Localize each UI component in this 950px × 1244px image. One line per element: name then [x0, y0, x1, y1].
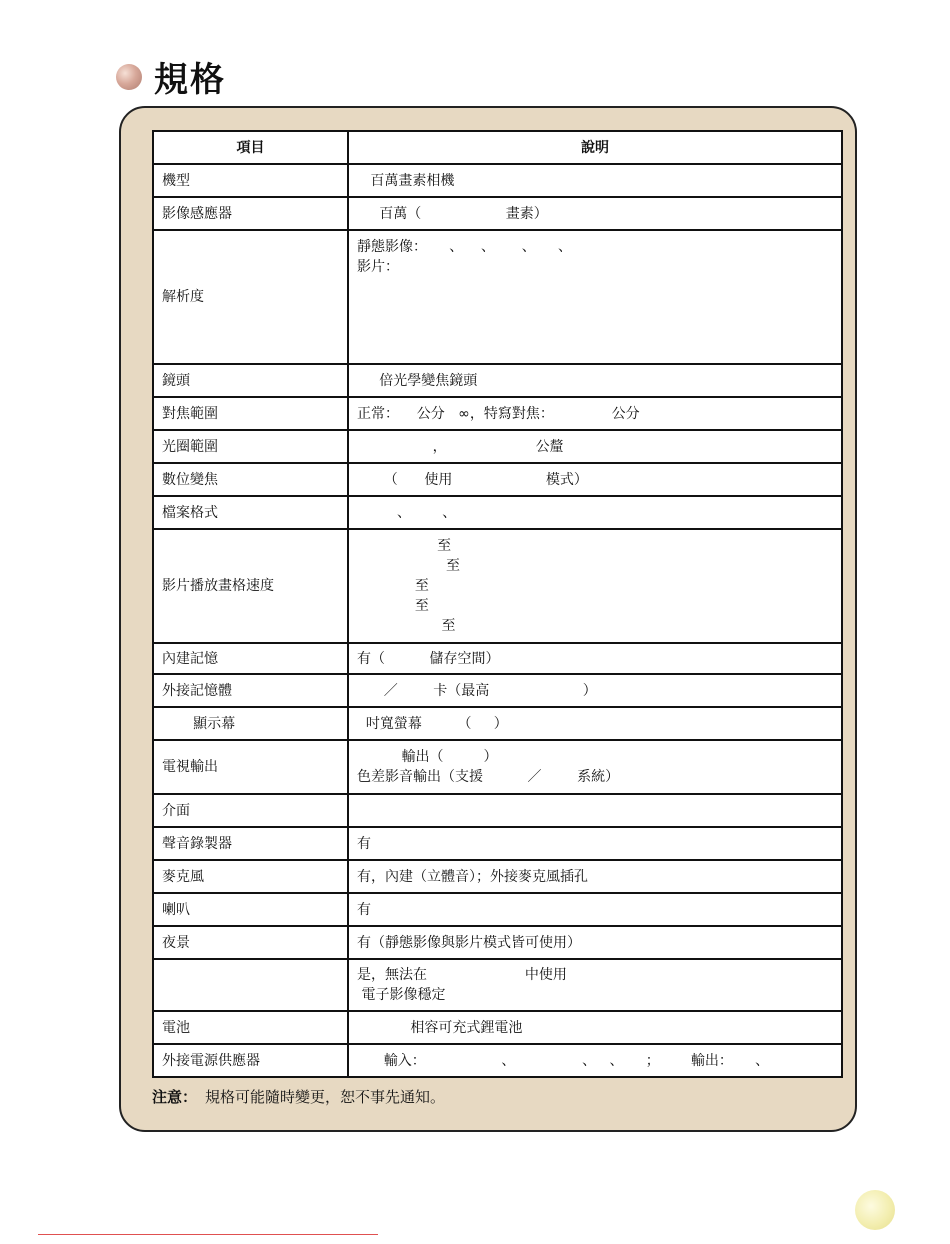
table-row [153, 1011, 842, 1044]
row-desc: 有 [348, 827, 842, 860]
row-desc: 正常： 公分 ∞，特寫對焦： 公分 [348, 397, 842, 430]
table-row [153, 1044, 842, 1077]
row-label: 鏡頭 [153, 364, 348, 397]
row-label: 對焦範圍 [153, 397, 348, 430]
table-row [153, 893, 842, 926]
row-label: 解析度 [153, 230, 348, 364]
row-label: 數位變焦 [153, 463, 348, 496]
row-desc: 有（ 儲存空間） [348, 643, 842, 674]
spec-table [152, 130, 843, 1078]
row-desc: 吋寬螢幕 （ ） [348, 707, 842, 740]
table-row [153, 164, 842, 197]
row-label: 電視輸出 [153, 740, 348, 794]
row-label: 外接記憶體 [153, 674, 348, 707]
table-row [153, 860, 842, 893]
circle-bullet-icon [116, 64, 142, 90]
table-row [153, 430, 842, 463]
row-label: 夜景 [153, 926, 348, 959]
row-desc: （ 使用 模式） [348, 463, 842, 496]
header-item: 項目 [153, 131, 348, 164]
row-label: 顯示幕 [153, 707, 348, 740]
row-desc: 相容可充式鋰電池 [348, 1011, 842, 1044]
row-label: 光圈範圍 [153, 430, 348, 463]
table-row [153, 364, 842, 397]
row-label: 介面 [153, 794, 348, 827]
row-label: 麥克風 [153, 860, 348, 893]
page-title-wrap [116, 52, 226, 101]
note-text: 規格可能隨時變更，恕不事先通知。 [205, 1088, 446, 1106]
table-row [153, 230, 842, 364]
table-row [153, 707, 842, 740]
table-row [153, 674, 842, 707]
table-row [153, 926, 842, 959]
row-label: 影片播放畫格速度 [153, 529, 348, 643]
table-row [153, 529, 842, 643]
header-desc: 說明 [348, 131, 842, 164]
row-label: 機型 [153, 164, 348, 197]
row-label: 內建記憶 [153, 643, 348, 674]
row-desc: 靜態影像： 、 、 、 、 影片： [348, 230, 842, 364]
note [152, 1086, 445, 1107]
row-label [153, 959, 348, 1011]
row-desc: 、 、 [348, 496, 842, 529]
row-desc: 有（靜態影像與影片模式皆可使用） [348, 926, 842, 959]
row-desc: 至 至 至 至 至 [348, 529, 842, 643]
row-label: 影像感應器 [153, 197, 348, 230]
row-label: 檔案格式 [153, 496, 348, 529]
table-row [153, 827, 842, 860]
row-label: 聲音錄製器 [153, 827, 348, 860]
table-row [153, 197, 842, 230]
table-row [153, 794, 842, 827]
row-desc: 倍光學變焦鏡頭 [348, 364, 842, 397]
table-row [153, 959, 842, 1011]
row-label: 電池 [153, 1011, 348, 1044]
table-row [153, 397, 842, 430]
row-desc: 有 [348, 893, 842, 926]
row-desc: ／ 卡（最高 ） [348, 674, 842, 707]
page-corner-dot-icon [855, 1190, 895, 1230]
row-label: 喇叭 [153, 893, 348, 926]
row-desc: 百萬畫素相機 [348, 164, 842, 197]
row-desc: 有，內建（立體音）；外接麥克風插孔 [348, 860, 842, 893]
table-row [153, 496, 842, 529]
row-desc: 是，無法在 中使用 電子影像穩定 [348, 959, 842, 1011]
footer-divider [38, 1234, 378, 1235]
table-row [153, 463, 842, 496]
row-desc: 輸入： 、 、 、 ； 輸出： 、 [348, 1044, 842, 1077]
row-desc [348, 794, 842, 827]
note-label: 注意： [152, 1088, 198, 1106]
table-row [153, 643, 842, 674]
row-label: 外接電源供應器 [153, 1044, 348, 1077]
row-desc: ， 公釐 [348, 430, 842, 463]
row-desc: 輸出（ ） 色差影音輸出（支援 ／ 系統） [348, 740, 842, 794]
table-header-row [153, 131, 842, 164]
table-row [153, 740, 842, 794]
page-title: 規格 [154, 60, 226, 100]
row-desc: 百萬（ 畫素） [348, 197, 842, 230]
